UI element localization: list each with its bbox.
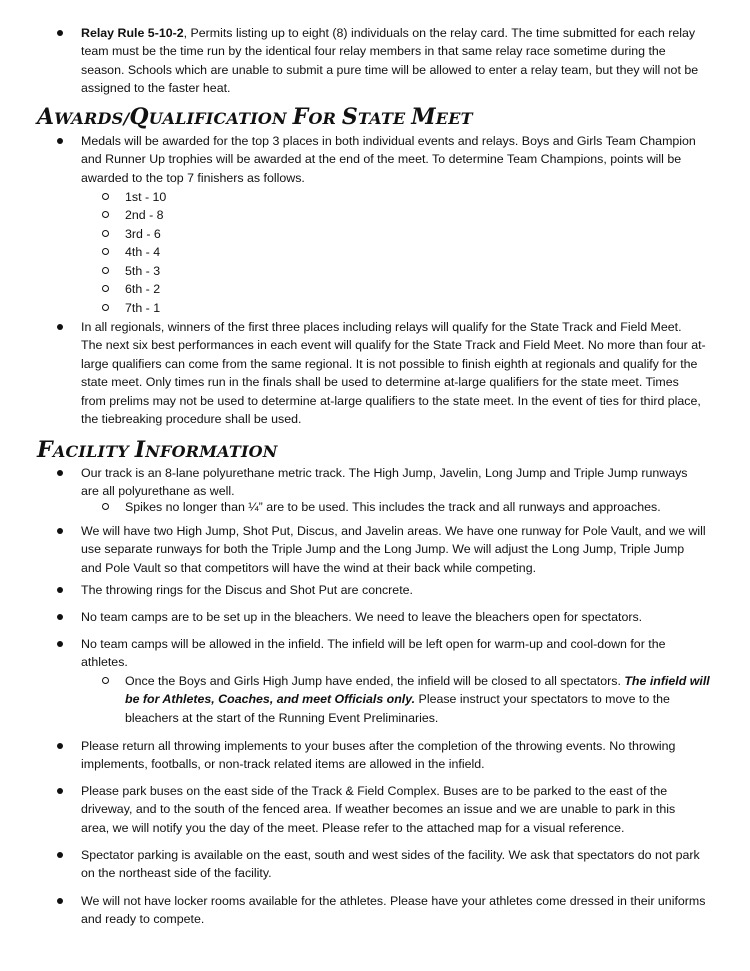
parking-text: Spectator parking is available on the east, south and west sides of the facility. We ask that spectators do not park on the northeast side of the facility. [81,848,700,881]
facility-heading: FACILITY INFORMATION [37,437,278,463]
spikes-text: Spikes no longer than ¼” are to be used. This includes the track and all runways and approaches. [125,500,661,514]
bullet-icon [57,614,63,620]
relay-rule-label: Relay Rule 5-10-2 [81,26,184,40]
points-item: 2nd - 8 [125,208,164,222]
infield-text: No team camps will be allowed in the infield. The infield will be left open for warm-up and cool-down for the athletes. [81,637,666,670]
implements-text: Please return all throwing implements to your buses after the completion of the throwing events. No throwing implements, footballs, or non-track related items are allowed in the infield. [81,739,676,772]
bullet-icon [57,324,63,330]
bullet-icon [57,470,63,476]
locker-text: We will not have locker rooms available for the athletes. Please have your athletes come dressed in their uniforms and ready to compete. [81,894,706,927]
areas-text: We will have two High Jump, Shot Put, Discus, and Javelin areas. We have one runway for Pole Vault, and we will use separate runways for both the Triple Jump and the Long Jump. We will adjust the Long Jump, Triple Jump and Pole Vault so that competitors will have the wind at their back while competing. [81,524,706,575]
sub-bullet-icon [102,267,109,274]
points-item: 5th - 3 [125,264,161,278]
sub-bullet-icon [102,211,109,218]
bullet-icon [57,743,63,749]
points-item: 3rd - 6 [125,227,161,241]
awards-heading: AWARDS/QUALIFICATION FOR STATE MEET [37,104,473,130]
sub-bullet-icon [102,677,109,684]
bullet-icon [57,138,63,144]
bullet-icon [57,587,63,593]
relay-rule-paragraph [81,24,706,98]
bullet-icon [57,788,63,794]
sub-bullet-icon [102,230,109,237]
bullet-icon [57,852,63,858]
bullet-icon [57,641,63,647]
points-item: 4th - 4 [125,245,161,259]
medals-text: Medals will be awarded for the top 3 places in both individual events and relays. Boys and Girls Team Champion and Runner Up trophies will be awarded at the end of the meet. To determine Team Champions, points will be awarded to the top 7 finishers as follows. [81,134,696,185]
buses-text: Please park buses on the east side of the Track & Field Complex. Buses are to be parked to the east of the driveway, and to the south of the fenced area. If weather becomes an issue and we are unable to park in this area, we will notify you the day of the meet. Please refer to the attached map for a visual reference. [81,784,676,835]
regionals-text: In all regionals, winners of the first three places including relays will qualify for the State Track and Field Meet. The next six best performances in each event will qualify for the State Track and Field Meet. No more than four at-large qualifiers can come from the same regional. It is not possible to finish eighth at regionals and qualify for the state meet. Only times run in the finals shall be used to determine at-large qualifiers for the state meet. Times from prelims may not be used to determine at-large qualifiers to the state meet. In the event of ties for third place, the tiebreaking procedure shall be used. [81,320,706,427]
bullet-icon [57,528,63,534]
sub-bullet-icon [102,503,109,510]
highjump-emphasis: The infield will be for Athletes, Coaches, and meet Officials only. [125,674,710,707]
sub-bullet-icon [102,304,109,311]
relay-rule-text: , Permits listing up to eight (8) individuals on the relay card. The time submitted for each relay team must be the time run by the identical four relay members in that same relay race sometime during the season. Schools which are unable to submit a pure time will be allowed to enter a relay team, but they will not be assigned to the faster heat. [81,26,699,96]
bullet-icon [57,30,63,36]
bullet-icon [57,898,63,904]
highjump-text: Once the Boys and Girls High Jump have ended, the infield will be closed to all spectators. The infield will be for Athletes, Coaches, and meet Officials only. Please instruct your spectators to move to the bleachers at the start of the Running Event Preliminaries. [125,674,710,725]
points-item: 1st - 10 [125,190,167,204]
sub-bullet-icon [102,248,109,255]
points-item: 7th - 1 [125,301,161,315]
bleachers-text: No team camps are to be set up in the bleachers. We need to leave the bleachers open for spectators. [81,610,643,624]
rings-text: The throwing rings for the Discus and Shot Put are concrete. [81,583,413,597]
track-text: Our track is an 8-lane polyurethane metric track. The High Jump, Javelin, Long Jump and Triple Jump runways are all polyurethane as well. [81,466,688,499]
sub-bullet-icon [102,285,109,292]
sub-bullet-icon [102,193,109,200]
points-item: 6th - 2 [125,282,161,296]
